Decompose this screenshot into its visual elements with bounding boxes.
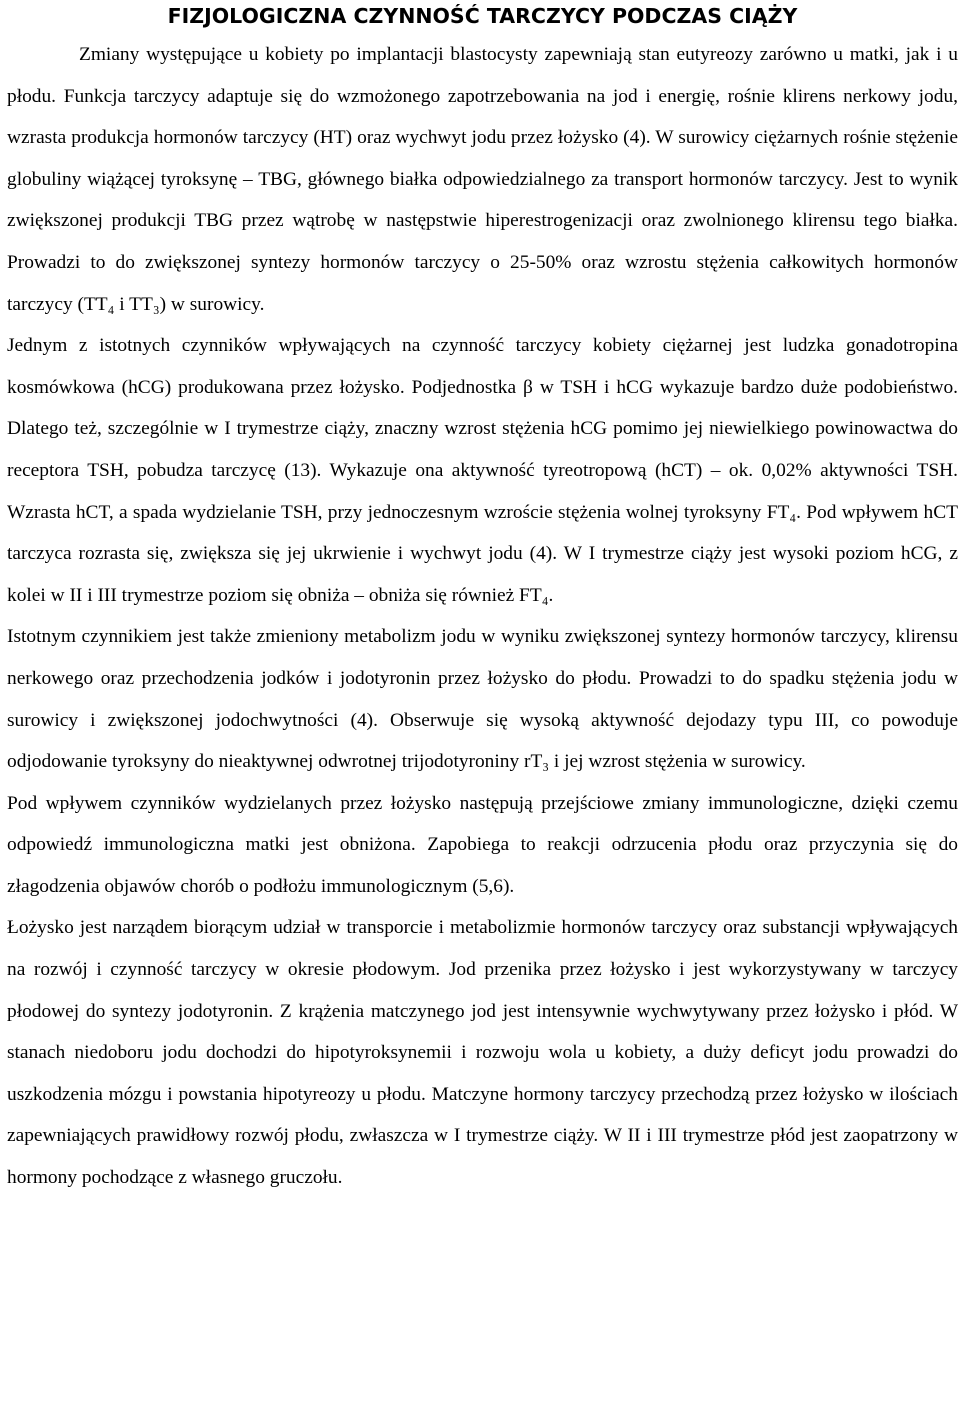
paragraph-immunology: Pod wpływem czynników wydzielanych przez łożysko następują przejściowe zmiany immunologiczne, dzięki czemu odpowiedź immunologiczna matki jest obniżona. Zapobiega to reakcji odrzucenia płodu oraz przyczynia się do złagodzenia objawów chorób o podłożu immunologicznym (5,6).	[7, 792, 958, 897]
paragraph-implantation-changes: Zmiany występujące u kobiety po implantacji blastocysty zapewniają stan eutyreozy zarówno u matki, jak i u płodu. Funkcja tarczycy adaptuje się do wzmożonego zapotrzebowania na jod i energię, rośnie klirens nerkowy jodu, wzrasta produkcja hormonów tarczycy (HT) oraz wychwyt jodu przez łożysko (4). W surowicy ciężarnych rośnie stężenie globuliny wiążącej tyroksynę – TBG, głównego białka odpowiedzialnego za transport hormonów tarczycy. Jest to wynik zwiększonej produkcji TBG przez wątrobę w następstwie hiperestrogenizacji oraz zwolnionego klirensu tego białka. Prowadzi to do zwiększonej syntezy hormonów tarczycy o 25-50% oraz wzrostu stężenia całkowitych hormonów tarczycy (TT₄ i TT₃) w surowicy.	[7, 44, 958, 315]
paragraph-iodine-metabolism: Istotnym czynnikiem jest także zmieniony metabolizm jodu w wyniku zwiększonej syntezy hormonów tarczycy, klirensu nerkowego oraz przechodzenia jodków i jodotyronin przez łożysko do płodu. Prowadzi to do spadku stężenia jodu w surowicy i zwiększonej jodochwytności (4). Obserwuje się wysoką aktywność dejodazy typu III, co powoduje odjodowanie tyroksyny do nieaktywnej odwrotnej trijodotyroniny rT₃ i jej wzrost stężenia w surowicy.	[7, 626, 958, 773]
page-title: FIZJOLOGICZNA CZYNNOŚĆ TARCZYCY PODCZAS CIĄŻY	[167, 4, 798, 28]
paragraph-placenta: Łożysko jest narządem biorącym udział w transporcie i metabolizmie hormonów tarczycy oraz substancji wpływających na rozwój i czynność tarczycy w okresie płodowym. Jod przenika przez łożysko i jest wykorzystywany w tarczycy płodowej do syntezy jodotyronin. Z krążenia matczynego jod jest intensywnie wychwytywany przez łożysko i płód. W stanach niedoboru jodu dochodzi do hipotyroksynemii i rozwoju wola u kobiety, a duży deficyt jodu prowadzi do uszkodzenia mózgu i powstania hipotyreozy u płodu. Matczyne hormony tarczycy przechodzą przez łożysko w ilościach zapewniających prawidłowy rozwój płodu, zwłaszcza w I trymestrze ciąży. W II i III trymestrze płód jest zaopatrzony w hormony pochodzące z własnego gruczołu.	[7, 917, 958, 1189]
document-body	[7, 34, 958, 1199]
paragraph-hcg: Jednym z istotnych czynników wpływających na czynność tarczycy kobiety ciężarnej jest ludzka gonadotropina kosmówkowa (hCG) produkowana przez łożysko. Podjednostka β w TSH i hCG wykazuje bardzo duże podobieństwo. Dlatego też, szczególnie w I trymestrze ciąży, znaczny wzrost stężenia hCG pomimo jej niewielkiego powinowactwa do receptora TSH, pobudza tarczycę (13). Wykazuje ona aktywność tyreotropową (hCT) – ok. 0,02% aktywności TSH. Wzrasta hCT, a spada wydzielanie TSH, przy jednoczesnym wzroście stężenia wolnej tyroksyny FT₄. Pod wpływem hCT tarczyca rozrasta się, zwiększa się jej ukrwienie i wychwyt jodu (4). W I trymestrze ciąży jest wysoki poziom hCG, z kolei w II i III trymestrze poziom się obniża – obniża się również FT₄.	[7, 335, 958, 606]
